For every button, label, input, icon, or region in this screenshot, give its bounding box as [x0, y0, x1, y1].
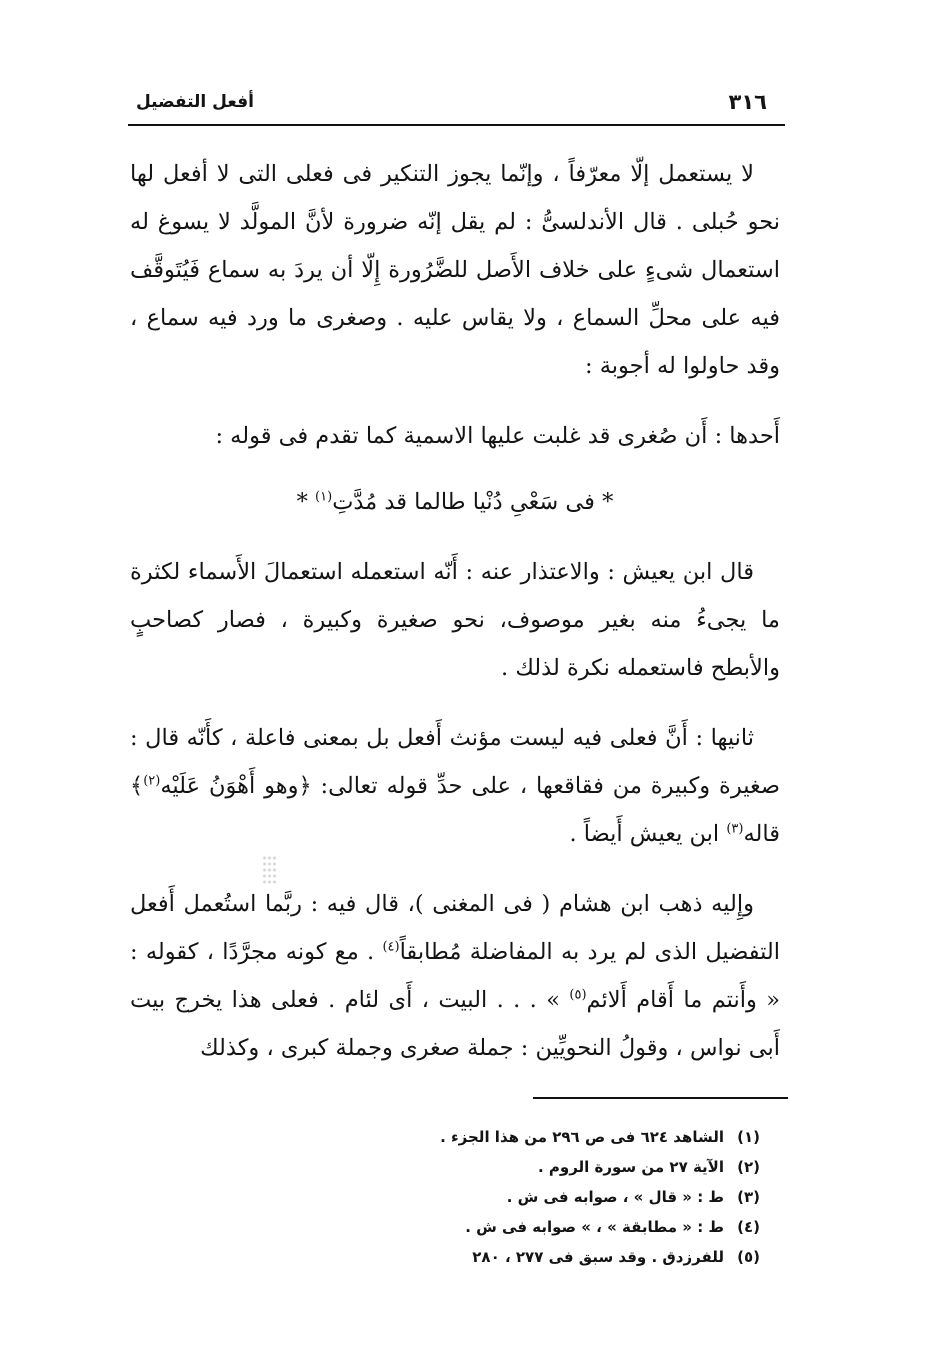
paragraph-4-part-b: ﴾ قاله [130, 773, 780, 847]
page-number: ٣١٦ [728, 90, 767, 114]
paragraph-2: أَحدها : أَن صُغرى قد غلبت عليها الاسمية كما تقدم فى قوله : [215, 423, 780, 449]
footnote-mark: (٤) [737, 1218, 760, 1236]
footnote-ref-1[interactable]: (١) [315, 489, 333, 505]
footnote-ref-3[interactable]: (٣) [726, 821, 744, 837]
footnote-mark: (١) [737, 1128, 760, 1146]
paragraph-4-part-a: ثانيها : أَنَّ فعلى فيه ليست مؤنث أَفعل بل بمعنى فاعلة ، كأَنّه قال : صغيرة وكبيرة من فقاقعها ، على حدِّ قوله تعالى: ﴿وهو أَهْوَنُ عَلَيْه [130, 725, 780, 799]
footnote-text: ط : « مطابقة » ، » صوابه فى ش . [465, 1218, 724, 1236]
chapter-title: أفعل التفضيل [136, 92, 254, 112]
paragraph-5-part-b: . مع كونه مجرَّدًا ، كقوله : « وأَنتم ما أَقام أَلائم [130, 939, 780, 1013]
footnote-item [420, 1242, 760, 1272]
running-header [128, 86, 785, 122]
footnote-item [420, 1122, 760, 1152]
verse-text: * فى سَعْىِ دُنْيا طالما قد مُدَّتِ [332, 489, 614, 515]
footnote-item [420, 1152, 760, 1182]
footnote-mark: (٣) [737, 1188, 760, 1206]
footnote-mark: (٥) [737, 1248, 760, 1266]
footnote-ref-4[interactable]: (٤) [382, 939, 400, 955]
paragraph-4-part-c: ابن يعيش أَيضاً . [569, 821, 727, 847]
footnote-text: الشاهد ٦٢٤ فى ص ٢٩٦ من هذا الجزء . [440, 1128, 724, 1146]
footnote-text: ط : « قال » ، صوابه فى ش . [506, 1188, 724, 1206]
verse-line [130, 478, 780, 526]
footnote-item [420, 1182, 760, 1212]
footnote-ref-5[interactable]: (٥) [569, 987, 587, 1003]
header-rule [128, 124, 785, 126]
verse-end: * [296, 489, 316, 515]
paragraph-1: لا يستعمل إلّا معرّفاً ، وإنّما يجوز التنكير فى فعلى التى لا أفعل لها نحو حُبلى . قال الأندلسىُّ : لم يقل إنّه ضرورة لأنَّ المولَّد لا يسوغ له استعمال شىءٍ على خلاف الأَصل للضَّرُورة إِلّا أن يردَ به سماع فَيُتَوقَّف فيه على محلِّ السماع ، ولا يقاس عليه . وصغرى ما ورد فيه سماع ، وقد حاولوا له أجوبة : [130, 161, 780, 379]
footnote-ref-2[interactable]: (٢) [143, 773, 161, 789]
paragraph-5-part-a: وإِليه ذهب ابن هشام ( فى المغنى )، قال فيه : ربَّما استُعمل أَفعل التفضيل الذى لم يرد به المفاضلة مُطابقاً [130, 891, 780, 965]
footnote-text: للفرزدق . وقد سبق فى ٢٧٧ ، ٢٨٠ [472, 1248, 724, 1266]
paragraph-4 [130, 714, 780, 858]
main-text [130, 150, 780, 1072]
footnote-item [420, 1212, 760, 1242]
paragraph-5 [130, 880, 780, 1072]
scan-speck [262, 855, 276, 885]
footnote-text: الآية ٢٧ من سورة الروم . [537, 1158, 724, 1176]
paragraph-5-part-c: » . . . البيت ، أَى لئام . فعلى هذا يخرج بيت أَبى نواس ، وقولُ النحويِّين : جملة صغرى وجملة كبرى ، وكذلك [130, 987, 780, 1061]
footnote-mark: (٢) [737, 1158, 760, 1176]
footnotes [420, 1122, 760, 1272]
paragraph-3: قال ابن يعيش : والاعتذار عنه : أَنّه استعمله استعمالَ الأَسماء لكثرة ما يجىءُ منه بغير موصوف، نحو صغيرة وكبيرة ، فصار كصاحبٍ والأبطح فاستعمله نكرة لذلك . [130, 559, 780, 681]
footnote-rule [533, 1097, 788, 1099]
